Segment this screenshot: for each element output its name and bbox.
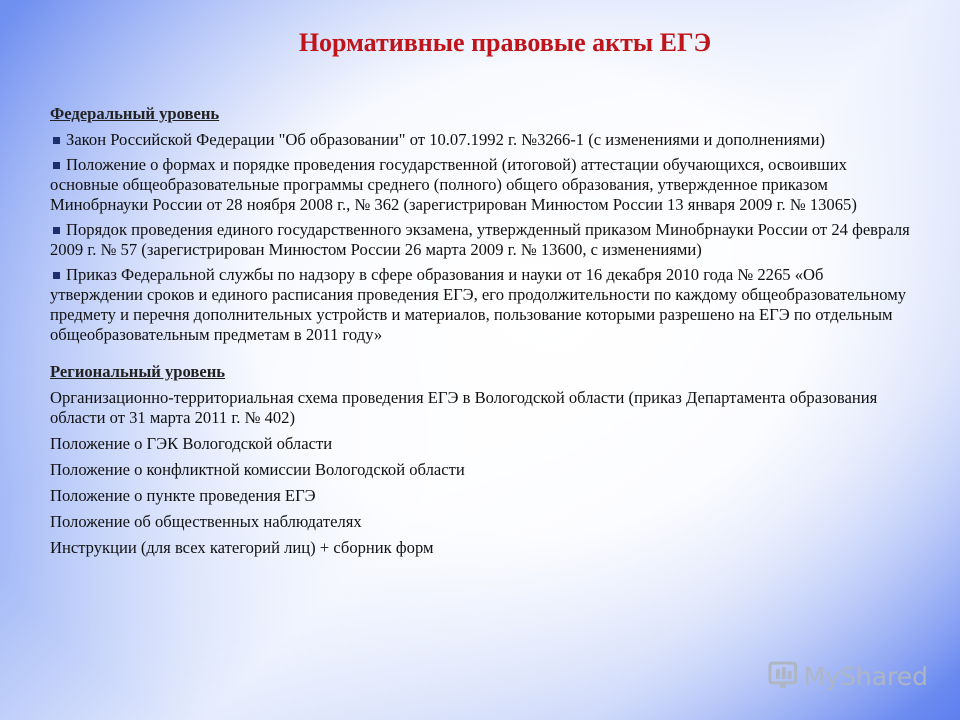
square-bullet-icon — [53, 272, 60, 279]
square-bullet-icon — [53, 227, 60, 234]
list-item: Инструкции (для всех категорий лиц) + сборник форм — [50, 538, 434, 557]
page-title: Нормативные правовые акты ЕГЭ — [298, 28, 712, 57]
myshared-watermark — [768, 658, 928, 694]
list-item: Закон Российской Федерации "Об образовании" от 10.07.1992 г. №3266-1 (с изменениями и дополнениями) — [50, 130, 910, 150]
federal-level-heading: Федеральный уровень — [50, 104, 220, 123]
list-item: Положение о конфликтной комиссии Вологодской области — [50, 460, 465, 479]
square-bullet-icon — [53, 162, 60, 169]
list-item: Организационно-территориальная схема проведения ЕГЭ в Вологодской области (приказ Департамента образования области от 31 марта 2011 г. № 402) — [50, 388, 878, 427]
document-body — [50, 104, 910, 564]
watermark-text: MyShared — [803, 661, 928, 691]
list-item: Приказ Федеральной службы по надзору в сфере образования и науки от 16 декабря 2010 года № 2265 «Об утверждении сроков и единого расписания проведения ЕГЭ, его продолжительности по каждому общеобразовательному предмету и перечня дополнительных устройств и материалов, пользование которыми разрешено на ЕГЭ по отдельным общеобразовательным предметам в 2011 году» — [50, 265, 907, 344]
myshared-logo-icon — [768, 661, 800, 691]
regional-level-heading: Региональный уровень — [50, 362, 226, 381]
list-item: Положение об общественных наблюдателях — [50, 512, 362, 531]
list-item: Положение о пункте проведения ЕГЭ — [50, 486, 316, 505]
list-item: Положение о формах и порядке проведения государственной (итоговой) аттестации обучающихся, освоивших основные общеобразовательные программы среднего (полного) общего образования, утвержденное приказом Минобрнауки России от 28 ноября 2008 г., № 362 (зарегистрирован Минюстом России 13 января 2009 г. № 13065) — [50, 155, 857, 214]
list-item: Порядок проведения единого государственного экзамена, утвержденный приказом Минобрнауки России от 24 февраля 2009 г. № 57 (зарегистрирован Минюстом России 26 марта 2009 г. № 13600, с изменениями) — [50, 220, 910, 259]
square-bullet-icon — [53, 137, 60, 144]
list-item: Положение о ГЭК Вологодской области — [50, 434, 333, 453]
